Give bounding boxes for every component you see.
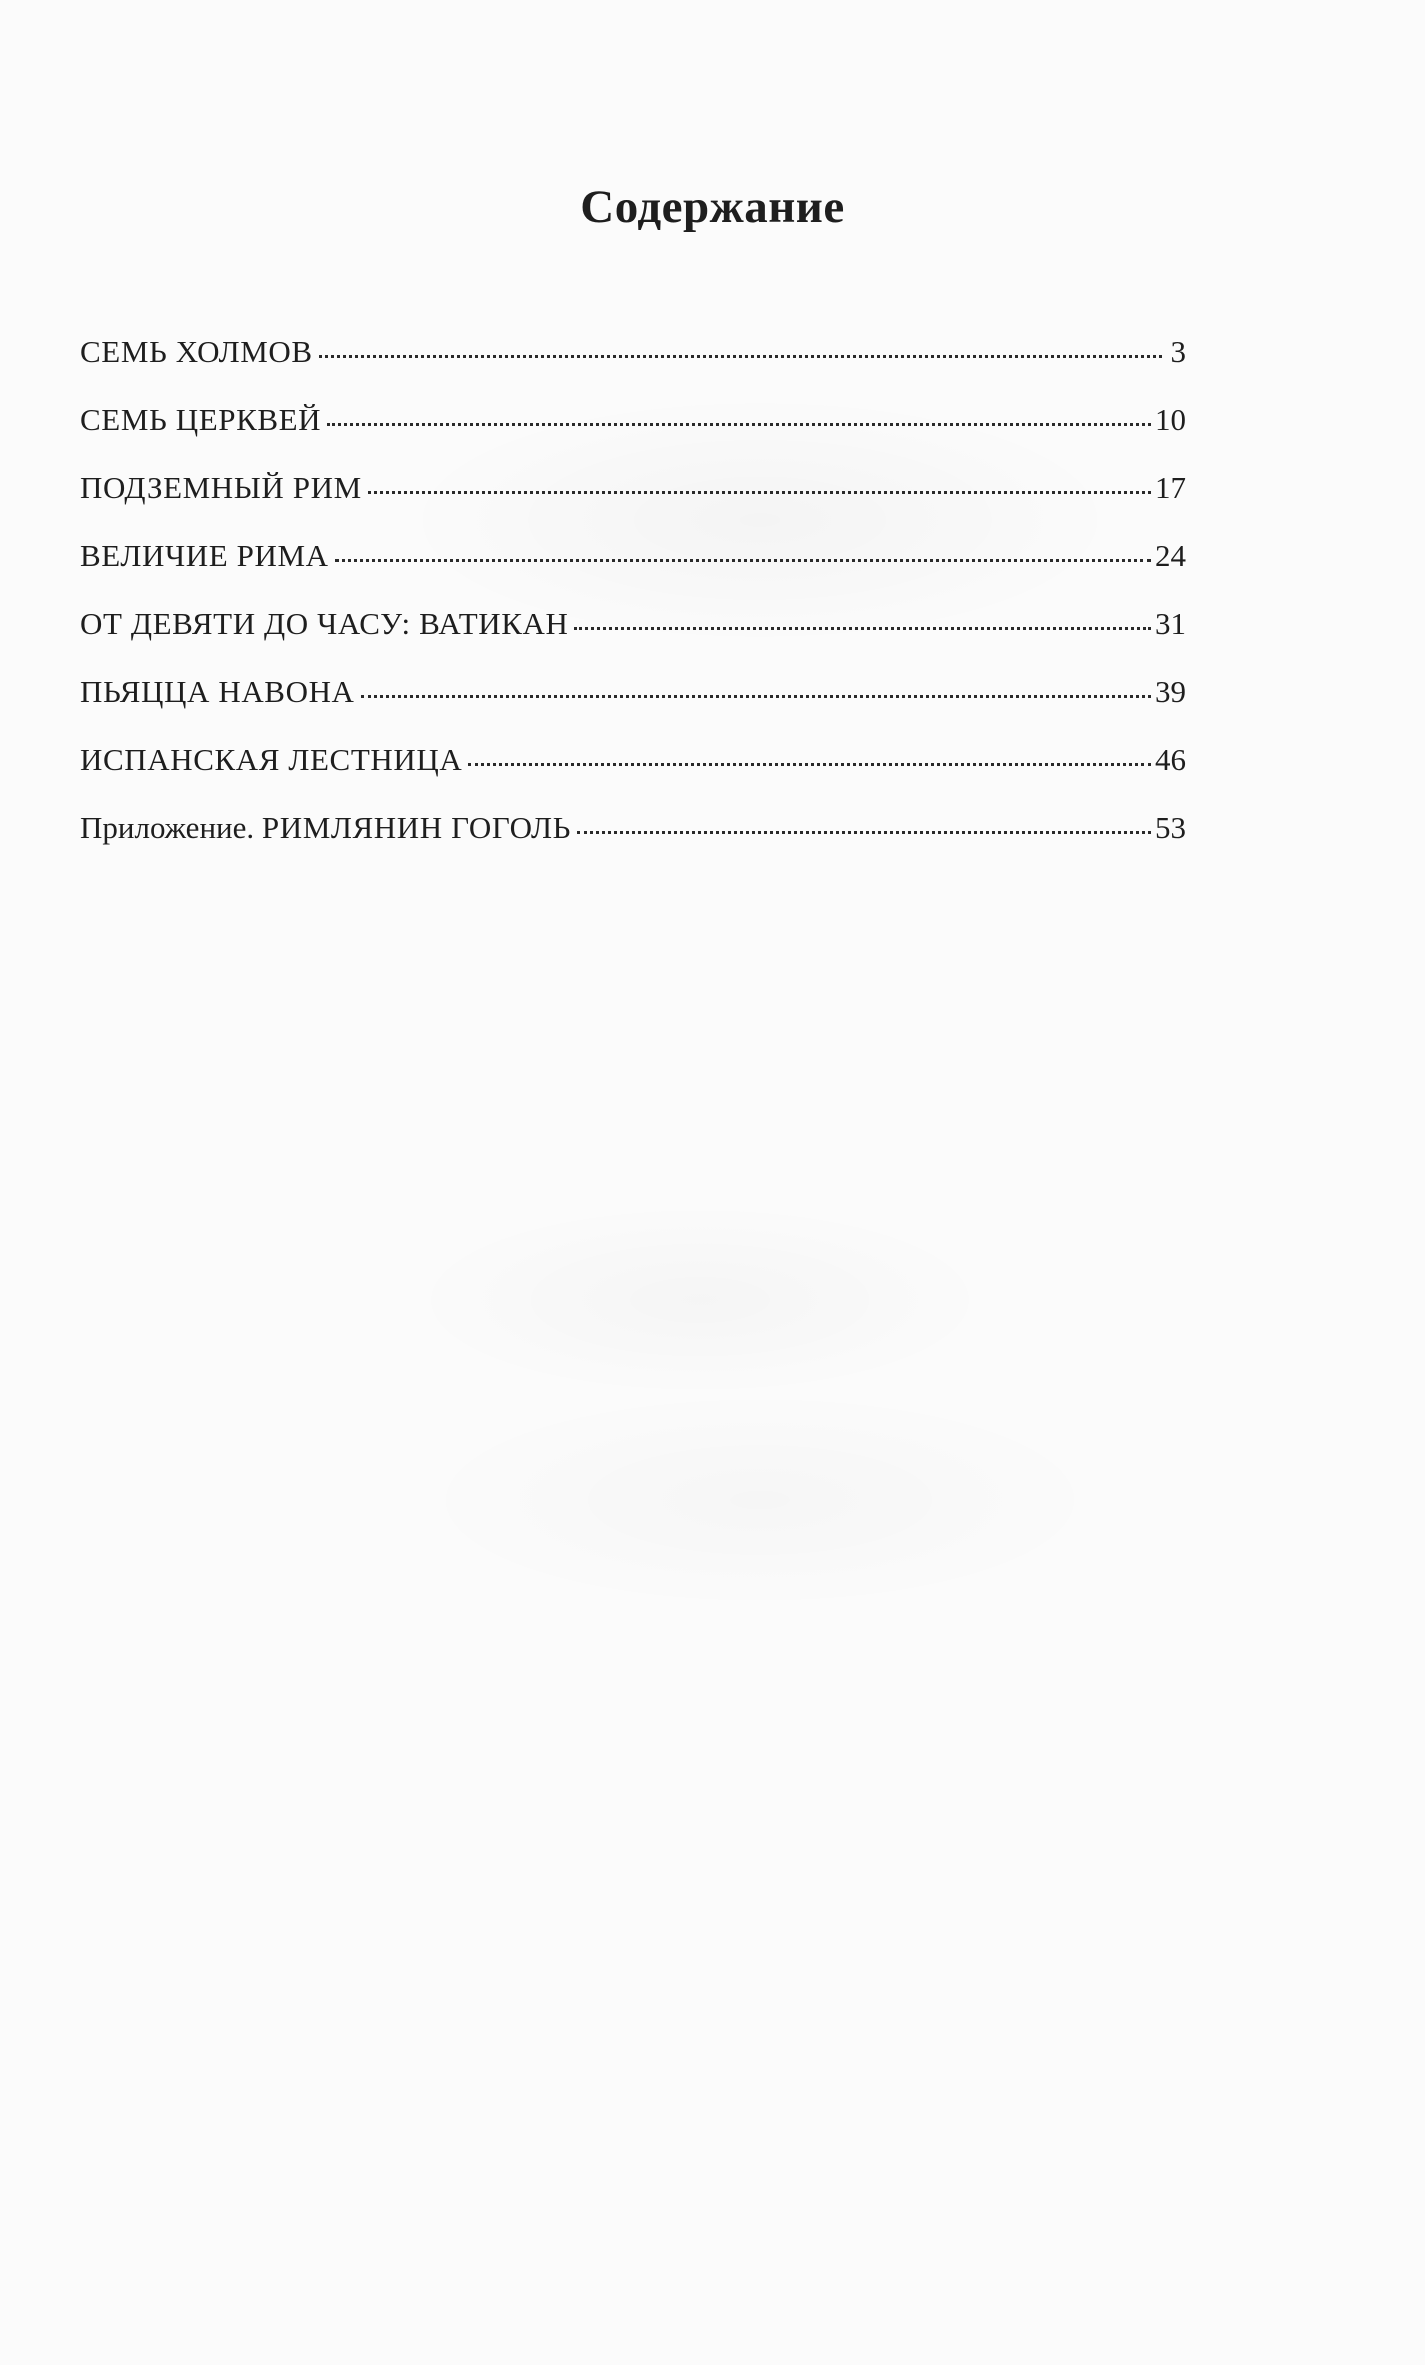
toc-entry bbox=[80, 386, 1186, 454]
toc-entry bbox=[80, 522, 1186, 590]
toc-entry-label bbox=[80, 726, 462, 794]
toc-entry-label bbox=[80, 590, 568, 658]
toc-entry-label bbox=[80, 386, 321, 454]
toc-entry-label bbox=[80, 794, 571, 862]
toc-entry-title: СЕМЬ ХОЛМОВ bbox=[80, 334, 313, 369]
toc-entry-page: 53 bbox=[1155, 810, 1186, 845]
toc-entry bbox=[80, 590, 1186, 658]
dot-leader bbox=[577, 831, 1151, 834]
toc-entry-page: 3 bbox=[1170, 334, 1186, 369]
toc-entry bbox=[80, 318, 1186, 386]
dot-leader bbox=[361, 695, 1151, 698]
dot-leader bbox=[368, 491, 1151, 494]
toc-entry-title: ИСПАНСКАЯ ЛЕСТНИЦА bbox=[80, 742, 463, 777]
toc-entry-label bbox=[80, 658, 355, 726]
toc-entry-title: ОТ ДЕВЯТИ ДО ЧАСУ: ВАТИКАН bbox=[80, 606, 569, 641]
toc-entry-label bbox=[80, 454, 362, 522]
dot-leader bbox=[327, 423, 1151, 426]
toc-entry bbox=[80, 658, 1186, 726]
toc-entry-page: 31 bbox=[1155, 606, 1186, 641]
toc-entry-title: ПЬЯЦЦА НАВОНА bbox=[80, 674, 355, 709]
toc-entry-title: ПОДЗЕМНЫЙ РИМ bbox=[80, 470, 362, 505]
toc-entry-page: 24 bbox=[1155, 538, 1186, 573]
toc-entry-page: 39 bbox=[1155, 674, 1186, 709]
toc-entry-page: 10 bbox=[1155, 402, 1186, 437]
dot-leader bbox=[468, 763, 1151, 766]
dot-leader bbox=[574, 627, 1151, 630]
toc-entry-page: 46 bbox=[1155, 742, 1186, 777]
dot-leader bbox=[319, 355, 1162, 358]
table-of-contents bbox=[80, 318, 1186, 862]
toc-entry-label bbox=[80, 318, 313, 386]
toc-entry-title: СЕМЬ ЦЕРКВЕЙ bbox=[80, 402, 322, 437]
toc-entry-page: 17 bbox=[1155, 470, 1186, 505]
toc-entry bbox=[80, 794, 1186, 862]
toc-entry bbox=[80, 454, 1186, 522]
toc-entry-title: ВЕЛИЧИЕ РИМА bbox=[80, 538, 329, 573]
toc-entry-prefix: Приложение. bbox=[80, 810, 262, 845]
toc-entry-title: РИМЛЯНИН ГОГОЛЬ bbox=[261, 810, 572, 845]
toc-entry bbox=[80, 726, 1186, 794]
toc-entry-label bbox=[80, 522, 329, 590]
dot-leader bbox=[335, 559, 1151, 562]
page-title: Содержание bbox=[580, 181, 845, 233]
